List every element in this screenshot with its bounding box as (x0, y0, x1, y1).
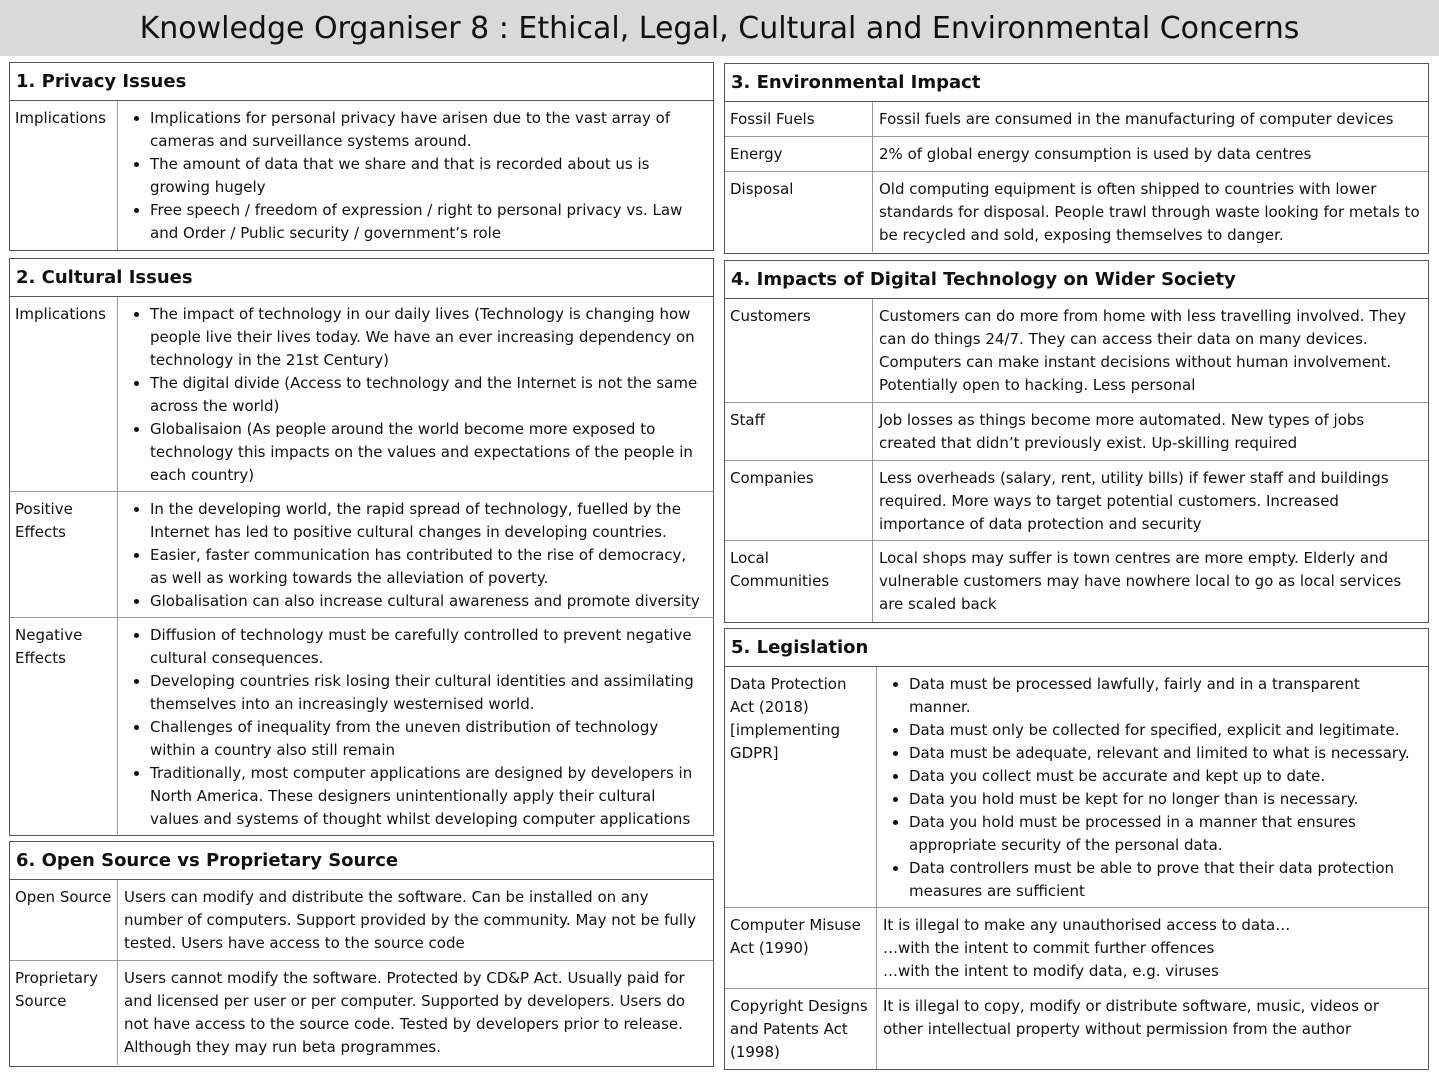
row-label: Companies (725, 461, 873, 540)
table-row (725, 461, 1428, 541)
table-row (10, 880, 713, 961)
row-label: Fossil Fuels (725, 102, 873, 136)
row-label: Implications (10, 297, 118, 491)
table-row (725, 102, 1428, 137)
list-item: • Data must be processed lawfully, fairly and in a transparent manner. (909, 673, 1422, 719)
row-content (118, 101, 713, 250)
row-content (118, 492, 713, 617)
row-content: It is illegal to copy, modify or distribute software, music, videos or other intellectual property without permission from the author (883, 997, 1380, 1038)
row-label: Local Communities (725, 541, 873, 622)
list-item: • Free speech / freedom of expression / right to personal privacy vs. Law and Order / Public security / government’s role (150, 199, 707, 245)
list-item: • Data you hold must be processed in a manner that ensures appropriate security of the personal data. (909, 811, 1422, 857)
text-line: It is illegal to make any unauthorised access to data… (883, 916, 1291, 934)
table-row (725, 403, 1428, 461)
list-item: • Data you hold must be kept for no longer than is necessary. (909, 788, 1422, 811)
section-heading: 6. Open Source vs Proprietary Source (10, 842, 713, 880)
table-row (725, 541, 1428, 622)
list-item: • In the developing world, the rapid spread of technology, fuelled by the Internet has led to positive cultural changes in developing countries. (150, 498, 707, 544)
list-item: • Globalisaion (As people around the world become more exposed to technology this impacts on the values and expectations of the people in each country) (150, 418, 707, 487)
list-item: • The digital divide (Access to technology and the Internet is not the same across the world) (150, 372, 707, 418)
row-content: Fossil fuels are consumed in the manufacturing of computer devices (879, 110, 1394, 128)
row-label: Implications (10, 101, 118, 250)
privacy-issues-panel (9, 62, 714, 251)
text-line: …with the intent to modify data, e.g. viruses (883, 962, 1219, 980)
row-content (877, 667, 1428, 907)
table-row (725, 667, 1428, 908)
section-heading: 2. Cultural Issues (10, 259, 713, 297)
list-item: • Challenges of inequality from the uneven distribution of technology within a country also still remain (150, 716, 707, 762)
row-label: Positive Effects (10, 492, 118, 617)
row-content: Less overheads (salary, rent, utility bills) if fewer staff and buildings required. More ways to target potential customers. Increased importance of data protection and security (879, 469, 1389, 533)
row-content (118, 297, 713, 491)
table-row (10, 961, 713, 1065)
table-row (725, 299, 1428, 403)
row-label: Copyright Designs and Patents Act (1998) (725, 989, 877, 1069)
table-row (10, 492, 713, 618)
row-content: Old computing equipment is often shipped to countries with lower standards for disposal. People trawl through waste looking for metals to be recycled and sold, exposing themselves to danger. (879, 180, 1420, 244)
wider-society-panel (724, 260, 1429, 623)
cultural-issues-panel (9, 258, 714, 836)
row-content: 2% of global energy consumption is used by data centres (879, 145, 1312, 163)
table-row (725, 908, 1428, 989)
list-item: • Implications for personal privacy have arisen due to the vast array of cameras and surveillance systems around. (150, 107, 707, 153)
table-row (10, 618, 713, 834)
row-label: Computer Misuse Act (1990) (725, 908, 877, 988)
list-item: • Globalisation can also increase cultural awareness and promote diversity (150, 590, 707, 613)
row-label: Data Protection Act (2018) [implementing GDPR] (725, 667, 877, 907)
list-item: • Data controllers must be able to prove that their data protection measures are sufficient (909, 857, 1422, 903)
row-label: Energy (725, 137, 873, 171)
open-source-panel (9, 841, 714, 1067)
row-content (118, 618, 713, 834)
row-label: Staff (725, 403, 873, 460)
row-content: Users can modify and distribute the software. Can be installed on any number of computers. Support provided by the community. May not be fully tested. Users have access to the source code (124, 888, 697, 952)
section-heading: 1. Privacy Issues (10, 63, 713, 101)
section-heading: 4. Impacts of Digital Technology on Wider Society (725, 261, 1428, 299)
row-label: Proprietary Source (10, 961, 118, 1065)
row-content (877, 908, 1428, 988)
row-label: Disposal (725, 172, 873, 252)
text-line: …with the intent to commit further offences (883, 939, 1215, 957)
row-label: Customers (725, 299, 873, 402)
list-item: • Developing countries risk losing their cultural identities and assimilating themselves into an increasingly westernised world. (150, 670, 707, 716)
list-item: • The amount of data that we share and that is recorded about us is growing hugely (150, 153, 707, 199)
row-label: Negative Effects (10, 618, 118, 834)
list-item: • Data must be adequate, relevant and limited to what is necessary. (909, 742, 1422, 765)
row-content: Users cannot modify the software. Protected by CD&P Act. Usually paid for and licensed per user or per computer. Supported by developers. Users do not have access to the source code. Tested by developers prior to release. Although they may run beta programmes. (124, 969, 686, 1056)
row-content: Job losses as things become more automated. New types of jobs created that didn’t previously exist. Up-skilling required (879, 411, 1365, 452)
row-content: Customers can do more from home with less travelling involved. They can do things 24/7. They can access their data on many devices. Computers can make instant decisions without human involvement. Potentially open to hacking. Less personal (879, 307, 1407, 394)
table-row (725, 172, 1428, 252)
list-item: • Diffusion of technology must be carefully controlled to prevent negative cultural consequences. (150, 624, 707, 670)
table-row (10, 297, 713, 492)
list-item: • Data you collect must be accurate and kept up to date. (909, 765, 1422, 788)
environmental-impact-panel (724, 63, 1429, 254)
row-label: Open Source (10, 880, 118, 960)
legislation-panel (724, 628, 1429, 1070)
list-item: • Easier, faster communication has contributed to the rise of democracy, as well as working towards the alleviation of poverty. (150, 544, 707, 590)
table-row (10, 101, 713, 250)
section-heading: 3. Environmental Impact (725, 64, 1428, 102)
list-item: • The impact of technology in our daily lives (Technology is changing how people live their lives today. We have an ever increasing dependency on technology in the 21st Century) (150, 303, 707, 372)
section-heading: 5. Legislation (725, 629, 1428, 667)
row-content: Local shops may suffer is town centres are more empty. Elderly and vulnerable customers may have nowhere local to go as local services are scaled back (879, 549, 1402, 613)
page-title: Knowledge Organiser 8 : Ethical, Legal, Cultural and Environmental Concerns (0, 0, 1439, 56)
list-item: • Data must only be collected for specified, explicit and legitimate. (909, 719, 1422, 742)
table-row (725, 989, 1428, 1069)
table-row (725, 137, 1428, 172)
list-item: • Traditionally, most computer applications are designed by developers in North America. These designers unintentionally apply their cultural values and systems of thought whilst developing computer applications (150, 762, 707, 831)
